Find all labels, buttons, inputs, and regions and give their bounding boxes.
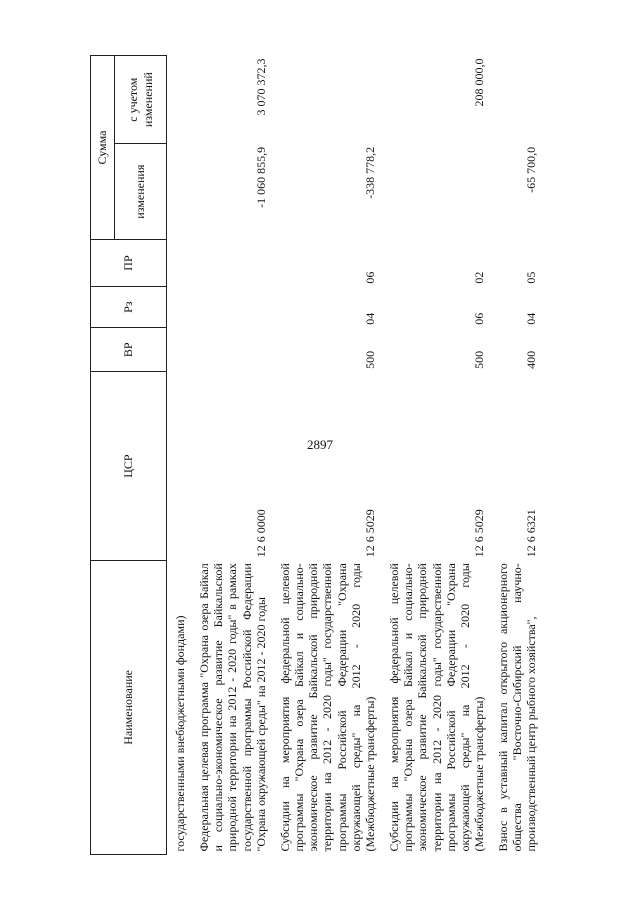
row-csr: 12 6 5029	[471, 509, 486, 558]
row-total: 208 000,0	[471, 58, 486, 107]
table-row	[272, 56, 381, 855]
row-name: Субсидии на мероприятия федеральной целевой программы "Охрана озера Байкал и социально-экономическое развитие Байкальской природной территории на 2012 - 2020 годы" государственной программы Российской Федерации "Охрана окружающей среды" на 2012 - 2020 годы (Межбюджетные трансферты)	[277, 563, 377, 852]
table-row	[381, 56, 490, 855]
header-change: изменения	[115, 144, 167, 240]
row-rz: 04	[524, 312, 539, 325]
row-vr	[167, 328, 192, 372]
header-sum: Сумма	[91, 56, 115, 240]
rotated-page-content	[90, 55, 620, 855]
table-header	[91, 56, 167, 855]
header-vr: ВР	[91, 328, 167, 372]
row-vr: 500	[471, 350, 486, 369]
row-rz: 06	[471, 312, 486, 325]
row-vr	[191, 328, 272, 372]
row-pr	[167, 239, 192, 286]
row-pr: 02	[471, 271, 486, 284]
row-name: Взнос в уставный капитал открытого акционерного общества "Восточно-Сибирский научно-производственный центр рыбного хозяйства",	[496, 563, 539, 852]
row-change: -65 700,0	[524, 146, 539, 193]
table-row	[490, 56, 542, 855]
row-rz: 04	[362, 312, 377, 325]
row-vr: 500	[362, 350, 377, 369]
row-pr: 05	[524, 271, 539, 284]
row-csr: 12 6 5029	[362, 509, 377, 558]
header-csr: ЦСР	[91, 372, 167, 560]
table-row	[167, 56, 192, 855]
row-change: -338 778,2	[362, 146, 377, 199]
page-number: 2897	[307, 437, 333, 452]
row-name: Субсидии на мероприятия федеральной целевой программы "Охрана озера Байкал и социально-экономическое развитие Байкальской природной территории на 2012 - 2020 годы" государственной программы Российской Федерации "Охрана окружающей среды" на 2012 - 2020 годы (Межбюджетные трансферты)	[387, 563, 486, 852]
table-row	[191, 56, 272, 855]
header-name: Наименование	[91, 560, 167, 854]
row-total	[272, 56, 381, 144]
row-total	[490, 56, 542, 144]
header-rz: Рз	[91, 287, 167, 328]
row-change	[381, 144, 490, 240]
row-name: Федеральная целевая программа "Охрана озера Байкал и социально-экономическое развитие Байкальской природной территории на 2012 - 2020 годы" в рамках государственной программы Российской Федерации "Охрана окружающей среды" на 2012 - 2020 годы	[197, 563, 268, 852]
row-pr	[191, 239, 272, 286]
row-change	[167, 144, 192, 240]
header-pr: ПР	[91, 239, 167, 286]
row-total	[167, 56, 192, 144]
budget-table	[90, 55, 543, 855]
header-with-changes: с учетом изменений	[115, 56, 167, 144]
row-rz	[167, 287, 192, 328]
row-csr: 12 6 6321	[524, 509, 539, 558]
row-rz	[191, 287, 272, 328]
row-change: -1 060 855,9	[253, 146, 268, 208]
row-name: государственными внебюджетными фондами)	[173, 615, 187, 852]
row-vr: 400	[524, 350, 539, 369]
row-csr: 12 6 0000	[253, 509, 268, 558]
row-total: 3 070 372,3	[253, 58, 268, 116]
row-pr: 06	[362, 271, 377, 284]
row-csr	[167, 372, 192, 560]
